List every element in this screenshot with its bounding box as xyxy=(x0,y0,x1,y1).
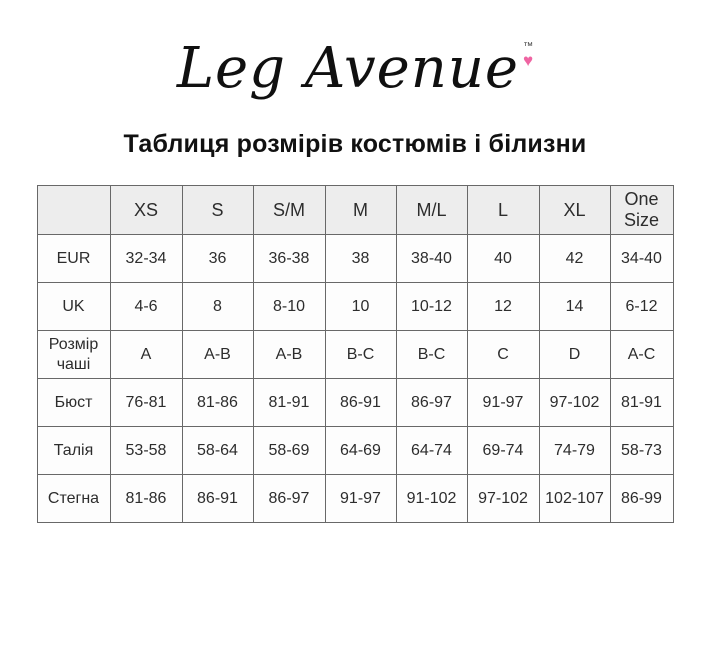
table-cell: 86-99 xyxy=(610,475,673,523)
column-header-l: L xyxy=(467,186,539,235)
table-cell: 97-102 xyxy=(539,379,610,427)
column-header-xs: XS xyxy=(110,186,182,235)
brand-logo-marks xyxy=(523,42,533,71)
row-label-розмір-чаші: Розмір чаші xyxy=(37,331,110,379)
table-row-бюст xyxy=(37,379,673,427)
row-label-eur: EUR xyxy=(37,235,110,283)
column-header-m-l: M/L xyxy=(396,186,467,235)
brand-logo xyxy=(0,0,710,122)
table-cell: 64-74 xyxy=(396,427,467,475)
size-table-body xyxy=(37,235,673,523)
table-cell: D xyxy=(539,331,610,379)
table-cell: 10-12 xyxy=(396,283,467,331)
brand-logo-text: Leg Avenue xyxy=(176,36,520,101)
table-row-eur xyxy=(37,235,673,283)
row-label-талія: Талія xyxy=(37,427,110,475)
table-cell: 91-102 xyxy=(396,475,467,523)
page-title: Таблиця розмірів костюмів і білизни xyxy=(123,130,587,158)
corner-cell xyxy=(37,186,110,235)
table-cell: 58-73 xyxy=(610,427,673,475)
table-cell: 69-74 xyxy=(467,427,539,475)
table-cell: 86-97 xyxy=(253,475,325,523)
table-cell: 6-12 xyxy=(610,283,673,331)
table-cell: A-C xyxy=(610,331,673,379)
table-cell: 97-102 xyxy=(467,475,539,523)
table-row-талія xyxy=(37,427,673,475)
table-cell: 42 xyxy=(539,235,610,283)
size-table xyxy=(37,185,674,523)
column-header-s-m: S/M xyxy=(253,186,325,235)
table-cell: 53-58 xyxy=(110,427,182,475)
column-header-one-size: One Size xyxy=(610,186,673,235)
table-cell: 58-64 xyxy=(182,427,253,475)
table-cell: 4-6 xyxy=(110,283,182,331)
heart-icon: ♥ xyxy=(523,51,534,70)
row-label-uk: UK xyxy=(37,283,110,331)
table-cell: 38 xyxy=(325,235,396,283)
table-cell: 8-10 xyxy=(253,283,325,331)
table-cell: A xyxy=(110,331,182,379)
table-cell: 32-34 xyxy=(110,235,182,283)
table-cell: 10 xyxy=(325,283,396,331)
table-cell: 86-91 xyxy=(325,379,396,427)
table-cell: 91-97 xyxy=(325,475,396,523)
table-cell: A-B xyxy=(253,331,325,379)
table-cell: C xyxy=(467,331,539,379)
table-cell: 102-107 xyxy=(539,475,610,523)
table-cell: 74-79 xyxy=(539,427,610,475)
table-row-стегна xyxy=(37,475,673,523)
table-cell: 8 xyxy=(182,283,253,331)
table-cell: 38-40 xyxy=(396,235,467,283)
column-header-s: S xyxy=(182,186,253,235)
table-cell: 64-69 xyxy=(325,427,396,475)
table-cell: 36-38 xyxy=(253,235,325,283)
table-cell: 81-86 xyxy=(110,475,182,523)
size-table-header xyxy=(37,186,673,235)
table-cell: 81-86 xyxy=(182,379,253,427)
table-cell: 36 xyxy=(182,235,253,283)
table-cell: A-B xyxy=(182,331,253,379)
table-cell: 40 xyxy=(467,235,539,283)
table-row-розмір-чаші xyxy=(37,331,673,379)
table-cell: 76-81 xyxy=(110,379,182,427)
column-header-xl: XL xyxy=(539,186,610,235)
table-cell: 58-69 xyxy=(253,427,325,475)
table-cell: 14 xyxy=(539,283,610,331)
trademark-symbol: ™ xyxy=(523,41,534,52)
table-cell: 12 xyxy=(467,283,539,331)
table-row-uk xyxy=(37,283,673,331)
table-cell: 81-91 xyxy=(253,379,325,427)
header-row xyxy=(37,186,673,235)
table-cell: 91-97 xyxy=(467,379,539,427)
table-cell: B-C xyxy=(325,331,396,379)
table-cell: 34-40 xyxy=(610,235,673,283)
table-cell: 86-97 xyxy=(396,379,467,427)
row-label-бюст: Бюст xyxy=(37,379,110,427)
table-cell: B-C xyxy=(396,331,467,379)
column-header-m: M xyxy=(325,186,396,235)
row-label-стегна: Стегна xyxy=(37,475,110,523)
table-cell: 81-91 xyxy=(610,379,673,427)
table-cell: 86-91 xyxy=(182,475,253,523)
